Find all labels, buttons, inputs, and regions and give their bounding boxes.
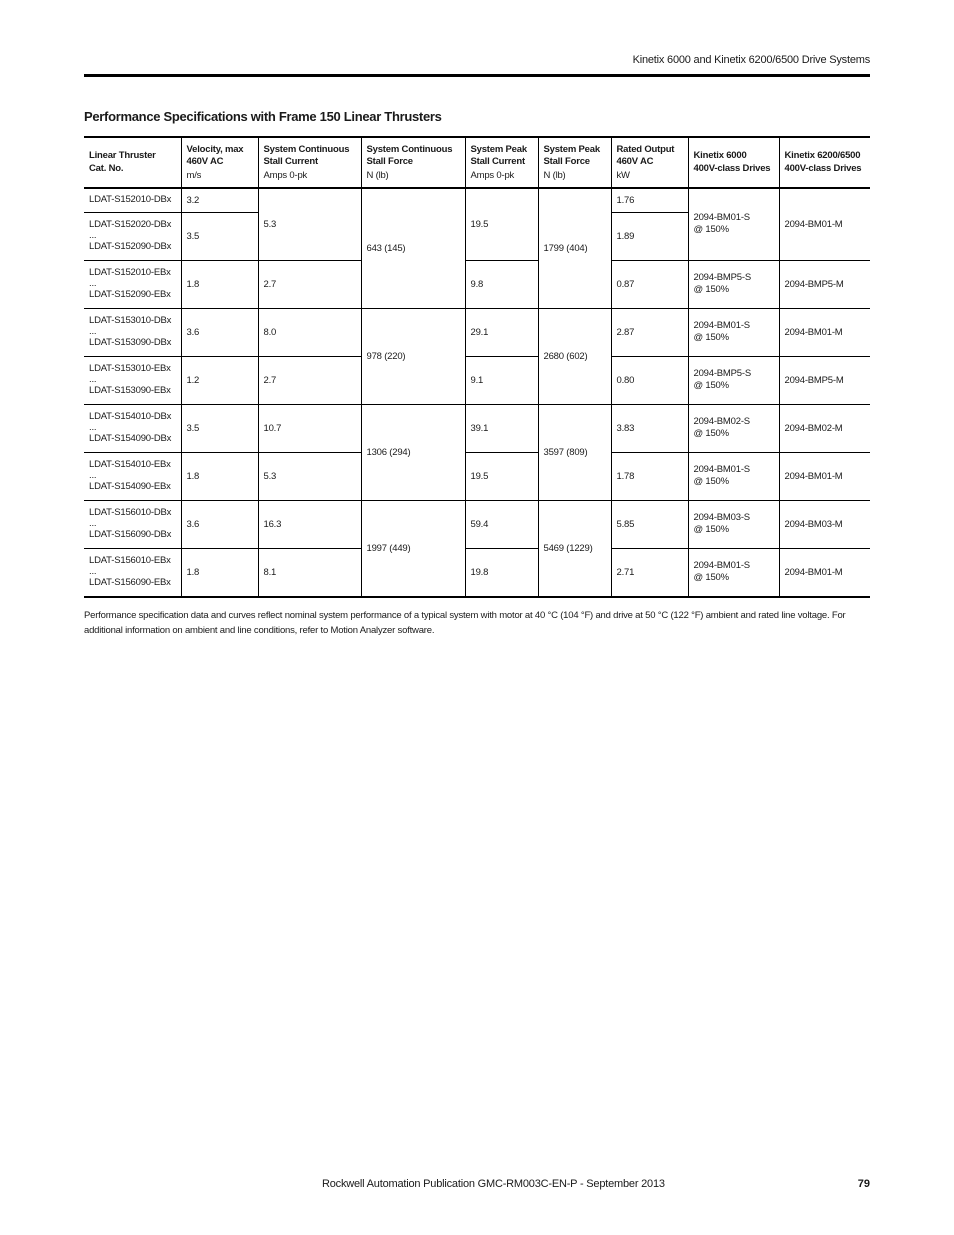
rated-output-cell: 3.83 bbox=[611, 404, 688, 452]
cat-no-cell: LDAT-S156010-DBx ... LDAT-S156090-DBx bbox=[84, 500, 181, 548]
kinetix-6200-drive-cell: 2094-BM02-M bbox=[779, 404, 870, 452]
kinetix-6000-drive-cell: 2094-BM01-S @ 150% bbox=[688, 452, 779, 500]
kinetix-6000-drive-cell: 2094-BM01-S @ 150% bbox=[688, 548, 779, 597]
velocity-cell: 1.8 bbox=[181, 548, 258, 597]
peak-current-cell: 19.8 bbox=[465, 548, 538, 597]
header-velocity: Velocity, max 460V AC m/s bbox=[181, 137, 258, 188]
cat-no-cell: LDAT-S153010-EBx ... LDAT-S153090-EBx bbox=[84, 356, 181, 404]
kinetix-6000-drive-cell: 2094-BMP5-S @ 150% bbox=[688, 260, 779, 308]
header-kinetix-6200: Kinetix 6200/6500 400V-class Drives bbox=[779, 137, 870, 188]
kinetix-6000-drive-cell: 2094-BMP5-S @ 150% bbox=[688, 356, 779, 404]
peak-current-cell: 19.5 bbox=[465, 188, 538, 260]
rated-output-cell: 1.89 bbox=[611, 212, 688, 260]
peak-force-cell: 2680 (602) bbox=[538, 308, 611, 404]
rated-output-cell: 0.80 bbox=[611, 356, 688, 404]
footer-publication: Rockwell Automation Publication GMC-RM003C-EN-P - September 2013 bbox=[322, 1178, 665, 1190]
velocity-cell: 3.2 bbox=[181, 188, 258, 212]
peak-current-cell: 39.1 bbox=[465, 404, 538, 452]
peak-current-cell: 9.8 bbox=[465, 260, 538, 308]
rated-output-cell: 5.85 bbox=[611, 500, 688, 548]
peak-current-cell: 29.1 bbox=[465, 308, 538, 356]
section-title: Performance Specifications with Frame 150 Linear Thrusters bbox=[84, 109, 442, 124]
velocity-cell: 1.8 bbox=[181, 260, 258, 308]
rated-output-cell: 0.87 bbox=[611, 260, 688, 308]
peak-force-cell: 3597 (809) bbox=[538, 404, 611, 500]
header-rule bbox=[84, 74, 870, 77]
cont-force-cell: 1306 (294) bbox=[361, 404, 465, 500]
cont-force-cell: 643 (145) bbox=[361, 188, 465, 308]
header-cat-no: Linear Thruster Cat. No. bbox=[84, 137, 181, 188]
header-rated-output: Rated Output 460V AC kW bbox=[611, 137, 688, 188]
velocity-cell: 1.2 bbox=[181, 356, 258, 404]
running-header: Kinetix 6000 and Kinetix 6200/6500 Drive Systems bbox=[632, 54, 870, 66]
cat-no-cell: LDAT-S152010-DBx bbox=[84, 188, 181, 212]
performance-spec-table bbox=[84, 136, 870, 598]
cont-current-cell: 8.1 bbox=[258, 548, 361, 597]
cont-current-cell: 8.0 bbox=[258, 308, 361, 356]
rated-output-cell: 2.71 bbox=[611, 548, 688, 597]
table-header-row bbox=[84, 137, 870, 188]
cont-force-cell: 1997 (449) bbox=[361, 500, 465, 597]
table-row bbox=[84, 548, 870, 597]
footnote: Performance specification data and curves reflect nominal system performance of a typical system with motor at 40 °C (104 °F) and drive at 50 °C (122 °F) ambient and rated line voltage. For additional information on ambient and line conditions, refer to Motion Analyzer software. bbox=[84, 610, 846, 636]
kinetix-6200-drive-cell: 2094-BMP5-M bbox=[779, 260, 870, 308]
table-row bbox=[84, 404, 870, 452]
table-row bbox=[84, 308, 870, 356]
cat-no-cell: LDAT-S154010-DBx ... LDAT-S154090-DBx bbox=[84, 404, 181, 452]
cat-no-cell: LDAT-S156010-EBx ... LDAT-S156090-EBx bbox=[84, 548, 181, 597]
header-peak-current: System Peak Stall Current Amps 0-pk bbox=[465, 137, 538, 188]
cont-current-cell: 5.3 bbox=[258, 188, 361, 260]
table-row bbox=[84, 500, 870, 548]
header-cont-force: System Continuous Stall Force N (lb) bbox=[361, 137, 465, 188]
kinetix-6200-drive-cell: 2094-BMP5-M bbox=[779, 356, 870, 404]
velocity-cell: 3.5 bbox=[181, 404, 258, 452]
header-peak-force: System Peak Stall Force N (lb) bbox=[538, 137, 611, 188]
table-row bbox=[84, 260, 870, 308]
peak-force-cell: 1799 (404) bbox=[538, 188, 611, 308]
page-number: 79 bbox=[857, 1178, 870, 1190]
cont-current-cell: 16.3 bbox=[258, 500, 361, 548]
cont-current-cell: 2.7 bbox=[258, 260, 361, 308]
cont-current-cell: 5.3 bbox=[258, 452, 361, 500]
kinetix-6200-drive-cell: 2094-BM03-M bbox=[779, 500, 870, 548]
rated-output-cell: 2.87 bbox=[611, 308, 688, 356]
cat-no-cell: LDAT-S153010-DBx ... LDAT-S153090-DBx bbox=[84, 308, 181, 356]
velocity-cell: 3.5 bbox=[181, 212, 258, 260]
kinetix-6000-drive-cell: 2094-BM03-S @ 150% bbox=[688, 500, 779, 548]
rated-output-cell: 1.76 bbox=[611, 188, 688, 212]
rated-output-cell: 1.78 bbox=[611, 452, 688, 500]
peak-current-cell: 19.5 bbox=[465, 452, 538, 500]
peak-current-cell: 9.1 bbox=[465, 356, 538, 404]
header-cont-current: System Continuous Stall Current Amps 0-pk bbox=[258, 137, 361, 188]
table-row bbox=[84, 356, 870, 404]
kinetix-6000-drive-cell: 2094-BM02-S @ 150% bbox=[688, 404, 779, 452]
kinetix-6000-drive-cell: 2094-BM01-S @ 150% bbox=[688, 188, 779, 260]
velocity-cell: 3.6 bbox=[181, 500, 258, 548]
kinetix-6200-drive-cell: 2094-BM01-M bbox=[779, 452, 870, 500]
table-row bbox=[84, 188, 870, 212]
cat-no-cell: LDAT-S152010-EBx ... LDAT-S152090-EBx bbox=[84, 260, 181, 308]
header-kinetix-6000: Kinetix 6000 400V-class Drives bbox=[688, 137, 779, 188]
peak-current-cell: 59.4 bbox=[465, 500, 538, 548]
kinetix-6200-drive-cell: 2094-BM01-M bbox=[779, 188, 870, 260]
table-row bbox=[84, 452, 870, 500]
cat-no-cell: LDAT-S152020-DBx ... LDAT-S152090-DBx bbox=[84, 212, 181, 260]
velocity-cell: 1.8 bbox=[181, 452, 258, 500]
cont-current-cell: 2.7 bbox=[258, 356, 361, 404]
kinetix-6000-drive-cell: 2094-BM01-S @ 150% bbox=[688, 308, 779, 356]
kinetix-6200-drive-cell: 2094-BM01-M bbox=[779, 308, 870, 356]
velocity-cell: 3.6 bbox=[181, 308, 258, 356]
cat-no-cell: LDAT-S154010-EBx ... LDAT-S154090-EBx bbox=[84, 452, 181, 500]
peak-force-cell: 5469 (1229) bbox=[538, 500, 611, 597]
cont-force-cell: 978 (220) bbox=[361, 308, 465, 404]
cont-current-cell: 10.7 bbox=[258, 404, 361, 452]
kinetix-6200-drive-cell: 2094-BM01-M bbox=[779, 548, 870, 597]
